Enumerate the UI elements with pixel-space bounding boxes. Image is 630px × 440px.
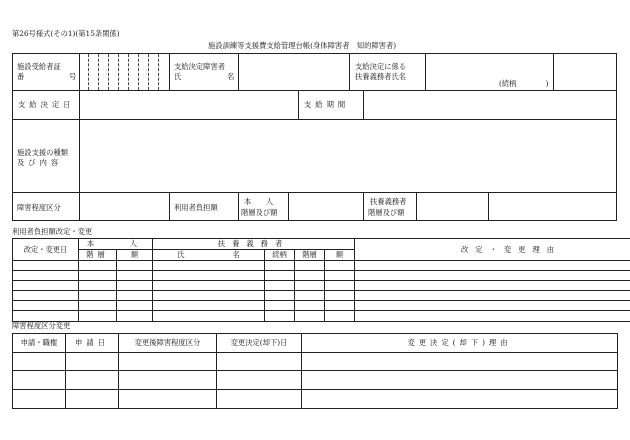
disabled-person-label-2b: 名 (227, 72, 235, 81)
name-header (153, 250, 265, 261)
recipient-no-label-2a: 番 (17, 72, 25, 81)
decision-date-label: 支給決定日 (18, 100, 75, 109)
level-change-table (12, 333, 618, 409)
amount2-header: 額 (325, 250, 355, 261)
revision-date-header: 改定・変更日 (13, 239, 79, 261)
self-level-field[interactable] (289, 193, 363, 221)
table-row[interactable] (13, 300, 630, 310)
recipient-no-label-1: 施設受給者証 (17, 62, 61, 71)
page-title: 施設訓練等支援費支給管理台帳(身体障害者 知的障害者) (208, 41, 397, 50)
burden-change-table (12, 238, 630, 322)
guardian-header: 扶養義務者 (153, 239, 355, 250)
disabled-person-label-2a: 氏 (174, 72, 182, 81)
guardian-level-label-1: 扶養義務者 (370, 197, 407, 206)
disabled-person-name-field[interactable] (239, 54, 349, 90)
recipient-no-label-2b: 号 (69, 72, 77, 81)
new-level-header: 変更後障害程度区分 (119, 334, 217, 353)
name-header-b: 名 (232, 250, 240, 259)
self-label-1: 本 人 (244, 197, 274, 206)
disability-level-label: 障害程度区分 (17, 203, 61, 212)
application-date-header: 申請日 (66, 334, 119, 353)
level-change-title: 障害程度区分変更 (12, 321, 71, 330)
period-label: 支給期間 (304, 100, 350, 109)
main-ledger (12, 53, 617, 221)
disability-level-field[interactable] (80, 193, 169, 221)
self-label-2: 階層及び額 (241, 208, 278, 217)
amount-header: 額 (117, 250, 153, 261)
user-burden-label: 利用者負担額 (174, 203, 218, 212)
level-reason-header: 変更決定(却下)理由 (302, 334, 618, 353)
table-row[interactable] (13, 371, 618, 390)
self-header: 本 人 (79, 239, 153, 250)
guardian-label-1: 支給決定に係る (355, 62, 407, 71)
table-row[interactable] (13, 353, 618, 371)
guardian-level-field[interactable] (417, 193, 617, 221)
burden-change-title: 利用者負担額改定・変更 (12, 227, 93, 236)
table-row[interactable] (13, 310, 630, 321)
guardian-label-2: 扶養義務者氏名 (355, 72, 407, 81)
reason-header: 改定・変更理由 (355, 239, 630, 261)
relation-header: 続柄 (265, 250, 295, 261)
table-row[interactable] (13, 280, 630, 290)
application-type-header: 申請・職権 (13, 334, 66, 353)
recipient-number-boxes[interactable] (79, 54, 169, 90)
relation-label: (続柄 ) (499, 79, 549, 88)
form-number: 第26号様式(その1)(第15条関係) (12, 29, 120, 38)
decision-date-field[interactable] (80, 91, 298, 119)
table-row[interactable] (13, 290, 630, 300)
name-header-a: 氏 (177, 250, 185, 259)
service-type-label-1: 施設支援の種類 (17, 148, 69, 157)
service-type-label-2: 及び内容 (17, 158, 63, 167)
table-row[interactable] (13, 270, 630, 280)
level2-header: 階層 (295, 250, 325, 261)
decision-date-header: 変更決定(却下)日 (217, 334, 302, 353)
level-header: 階層 (79, 250, 117, 261)
period-field[interactable] (364, 91, 617, 119)
table-row[interactable] (13, 260, 630, 270)
guardian-level-label-2: 階層及び額 (368, 208, 405, 217)
table-row[interactable] (13, 390, 618, 409)
disabled-person-label-1: 支給決定障害者 (174, 62, 226, 71)
service-type-field[interactable] (80, 120, 617, 192)
